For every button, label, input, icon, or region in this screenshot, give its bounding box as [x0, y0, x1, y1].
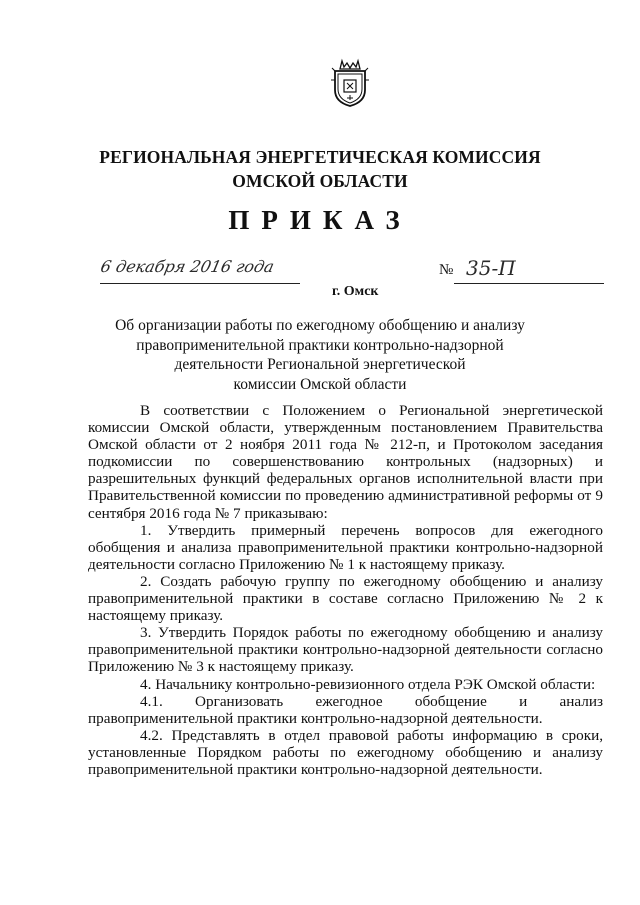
- subject-line: комиссии Омской области: [233, 375, 407, 393]
- date-underline: [100, 283, 300, 284]
- order-item-4-2: 4.2. Представлять в отдел правовой работы информацию в сроки, установленные Порядком работы по ежегодному обобщению и анализу правоприменительной практики контрольно-надзорной деятельности.: [88, 726, 603, 778]
- subject-line: деятельности Региональной энергетической: [174, 356, 466, 373]
- order-item-2: 2. Создать рабочую группу по ежегодному обобщению и анализу правоприменительной практики в составе согласно Приложению № 2 к настоящему приказу.: [88, 572, 603, 625]
- subject-line: правоприменительной практики контрольно-надзорной: [136, 336, 504, 354]
- document-title: ПРИКАЗ: [228, 205, 412, 235]
- number-label: №: [439, 262, 454, 278]
- organization-name: РЕГИОНАЛЬНАЯ ЭНЕРГЕТИЧЕСКАЯ КОМИССИЯ: [99, 147, 541, 167]
- city-label: г. Омск: [332, 284, 379, 299]
- number-underline: [454, 283, 604, 284]
- order-item-4-1: 4.1. Организовать ежегодное обобщение и анализ правоприменительной практики контрольно-надзорной деятельности.: [88, 692, 603, 727]
- order-item-3: 3. Утвердить Порядок работы по ежегодному обобщению и анализу правоприменительной практики контрольно-надзорной деятельности согласно Приложению № 3 к настоящему приказу.: [88, 624, 603, 676]
- omsk-coat-of-arms-icon: [330, 58, 370, 108]
- preamble-paragraph: В соответствии с Положением о Региональной энергетической комиссии Омской области, утвержденным постановлением Правительства Омской области от 2 ноября 2011 года № 212-п, и Протоколом заседания подкомиссии по совершенствованию контрольных (надзорных) и разрешительных функций федеральных органов исполнительной власти при Правительственной комиссии по проведению административной реформы от 9 сентября 2016 года № 7 приказываю:: [88, 402, 603, 522]
- order-item-4: 4. Начальнику контрольно-ревизионного отдела РЭК Омской области:: [140, 675, 596, 693]
- order-subject: [90, 316, 550, 394]
- handwritten-date: 6 декабря 2016 года: [98, 257, 276, 276]
- organization-region: ОМСКОЙ ОБЛАСТИ: [232, 171, 408, 191]
- subject-line: Об организации работы по ежегодному обобщению и анализу: [115, 317, 525, 334]
- order-item-1: 1. Утвердить примерный перечень вопросов для ежегодного обобщения и анализа правоприменительной практики контрольно-надзорной деятельности согласно Приложению № 1 к настоящему приказу.: [88, 521, 603, 573]
- order-body: [88, 402, 603, 778]
- handwritten-order-number: 35-П: [466, 256, 516, 280]
